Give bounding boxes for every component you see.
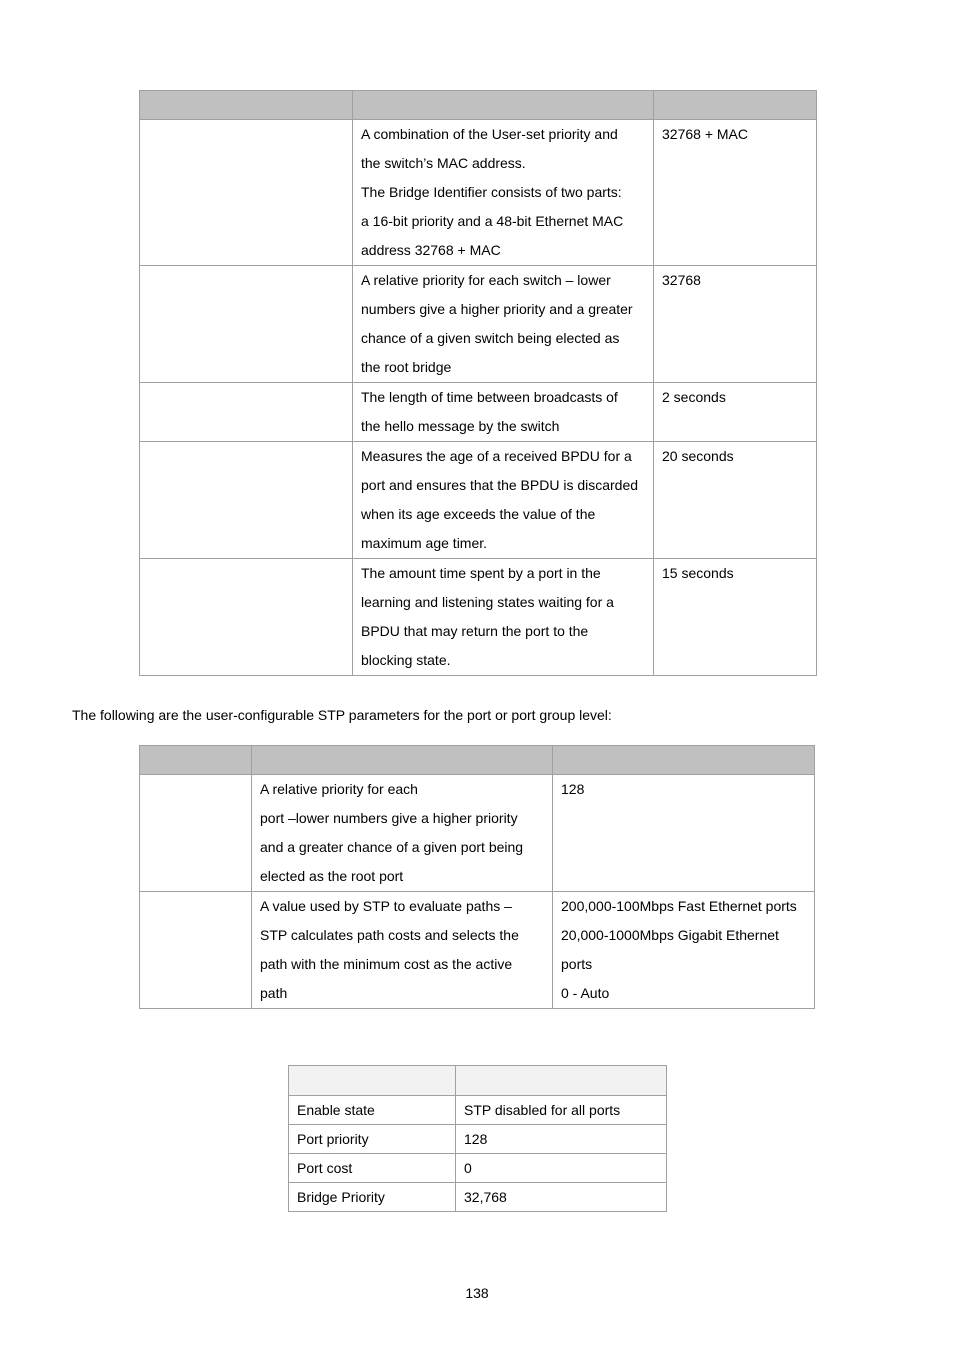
value-cell: 0 bbox=[456, 1154, 667, 1183]
header-cell-default bbox=[654, 91, 817, 120]
parameter-cell: Enable state bbox=[289, 1096, 456, 1125]
description-cell bbox=[353, 266, 654, 383]
table-header-row bbox=[140, 746, 815, 775]
header-cell-parameter bbox=[140, 91, 353, 120]
table-row bbox=[140, 442, 817, 559]
default-cell bbox=[553, 892, 815, 1009]
parameter-cell bbox=[140, 383, 353, 442]
description-text: A combination of the User-set priority and the switch’s MAC address. The Bridge Identifier consists of two parts: a 16-bit priority and a 48-bit Ethernet MAC address 32768 + MAC bbox=[361, 126, 624, 258]
description-text: A relative priority for each switch – lower numbers give a higher priority and a greater chance of a given switch being elected as the root bridge bbox=[361, 272, 633, 375]
default-cell bbox=[654, 266, 817, 383]
description-cell bbox=[252, 892, 553, 1009]
header-cell-description bbox=[353, 91, 654, 120]
header-cell-value bbox=[456, 1066, 667, 1096]
table-row bbox=[140, 120, 817, 266]
default-value: 15 seconds bbox=[662, 565, 734, 581]
header-cell-parameter bbox=[289, 1066, 456, 1096]
bridge-parameters-table bbox=[139, 90, 817, 676]
description-text: The length of time between broadcasts of the hello message by the switch bbox=[361, 389, 618, 434]
table-row bbox=[140, 775, 815, 892]
description-cell bbox=[353, 559, 654, 676]
default-value: 2 seconds bbox=[662, 389, 726, 405]
default-cell bbox=[654, 559, 817, 676]
parameter-cell bbox=[140, 266, 353, 383]
default-value: 20 seconds bbox=[662, 448, 734, 464]
parameter-cell bbox=[140, 120, 353, 266]
port-parameters-table bbox=[139, 745, 815, 1009]
description-text: A value used by STP to evaluate paths – STP calculates path costs and selects the path with the minimum cost as the active path bbox=[260, 898, 519, 1001]
parameter-cell: Port priority bbox=[289, 1125, 456, 1154]
default-value: 32768 bbox=[662, 272, 701, 288]
default-value: 32768 + MAC bbox=[662, 126, 748, 142]
header-cell-default bbox=[553, 746, 815, 775]
table-row bbox=[140, 266, 817, 383]
value-cell: STP disabled for all ports bbox=[456, 1096, 667, 1125]
description-cell bbox=[252, 775, 553, 892]
default-value: 200,000-100Mbps Fast Ethernet ports 20,000-1000Mbps Gigabit Ethernet ports 0 - Auto bbox=[561, 898, 797, 1001]
table-row bbox=[289, 1154, 667, 1183]
table-row bbox=[289, 1183, 667, 1212]
parameter-cell bbox=[140, 775, 252, 892]
description-text: The amount time spent by a port in the learning and listening states waiting for a BPDU that may return the port to the blocking state. bbox=[361, 565, 614, 668]
table-row bbox=[140, 892, 815, 1009]
parameter-cell bbox=[140, 442, 353, 559]
description-text: A relative priority for each port –lower numbers give a higher priority and a greater chance of a given port being elected as the root port bbox=[260, 781, 524, 884]
table-row bbox=[289, 1096, 667, 1125]
description-cell bbox=[353, 383, 654, 442]
table-header-row bbox=[289, 1066, 667, 1096]
default-cell bbox=[654, 383, 817, 442]
description-cell bbox=[353, 442, 654, 559]
table-row bbox=[289, 1125, 667, 1154]
parameter-cell bbox=[140, 559, 353, 676]
header-cell-description bbox=[252, 746, 553, 775]
table-row bbox=[140, 559, 817, 676]
parameter-cell bbox=[140, 892, 252, 1009]
header-cell-parameter bbox=[140, 746, 252, 775]
parameter-cell: Bridge Priority bbox=[289, 1183, 456, 1212]
default-value: 128 bbox=[561, 781, 585, 797]
parameter-cell: Port cost bbox=[289, 1154, 456, 1183]
page-number: 138 bbox=[465, 1285, 489, 1301]
value-cell: 128 bbox=[456, 1125, 667, 1154]
description-text: Measures the age of a received BPDU for a port and ensures that the BPDU is discarded when its age exceeds the value of the maximum age timer. bbox=[361, 448, 639, 551]
default-cell bbox=[654, 120, 817, 266]
default-settings-table bbox=[288, 1065, 667, 1212]
intro-paragraph: The following are the user-configurable STP parameters for the port or port group level: bbox=[72, 707, 612, 723]
table-header-row bbox=[140, 91, 817, 120]
default-cell bbox=[654, 442, 817, 559]
default-cell bbox=[553, 775, 815, 892]
table-row bbox=[140, 383, 817, 442]
description-cell bbox=[353, 120, 654, 266]
value-cell: 32,768 bbox=[456, 1183, 667, 1212]
